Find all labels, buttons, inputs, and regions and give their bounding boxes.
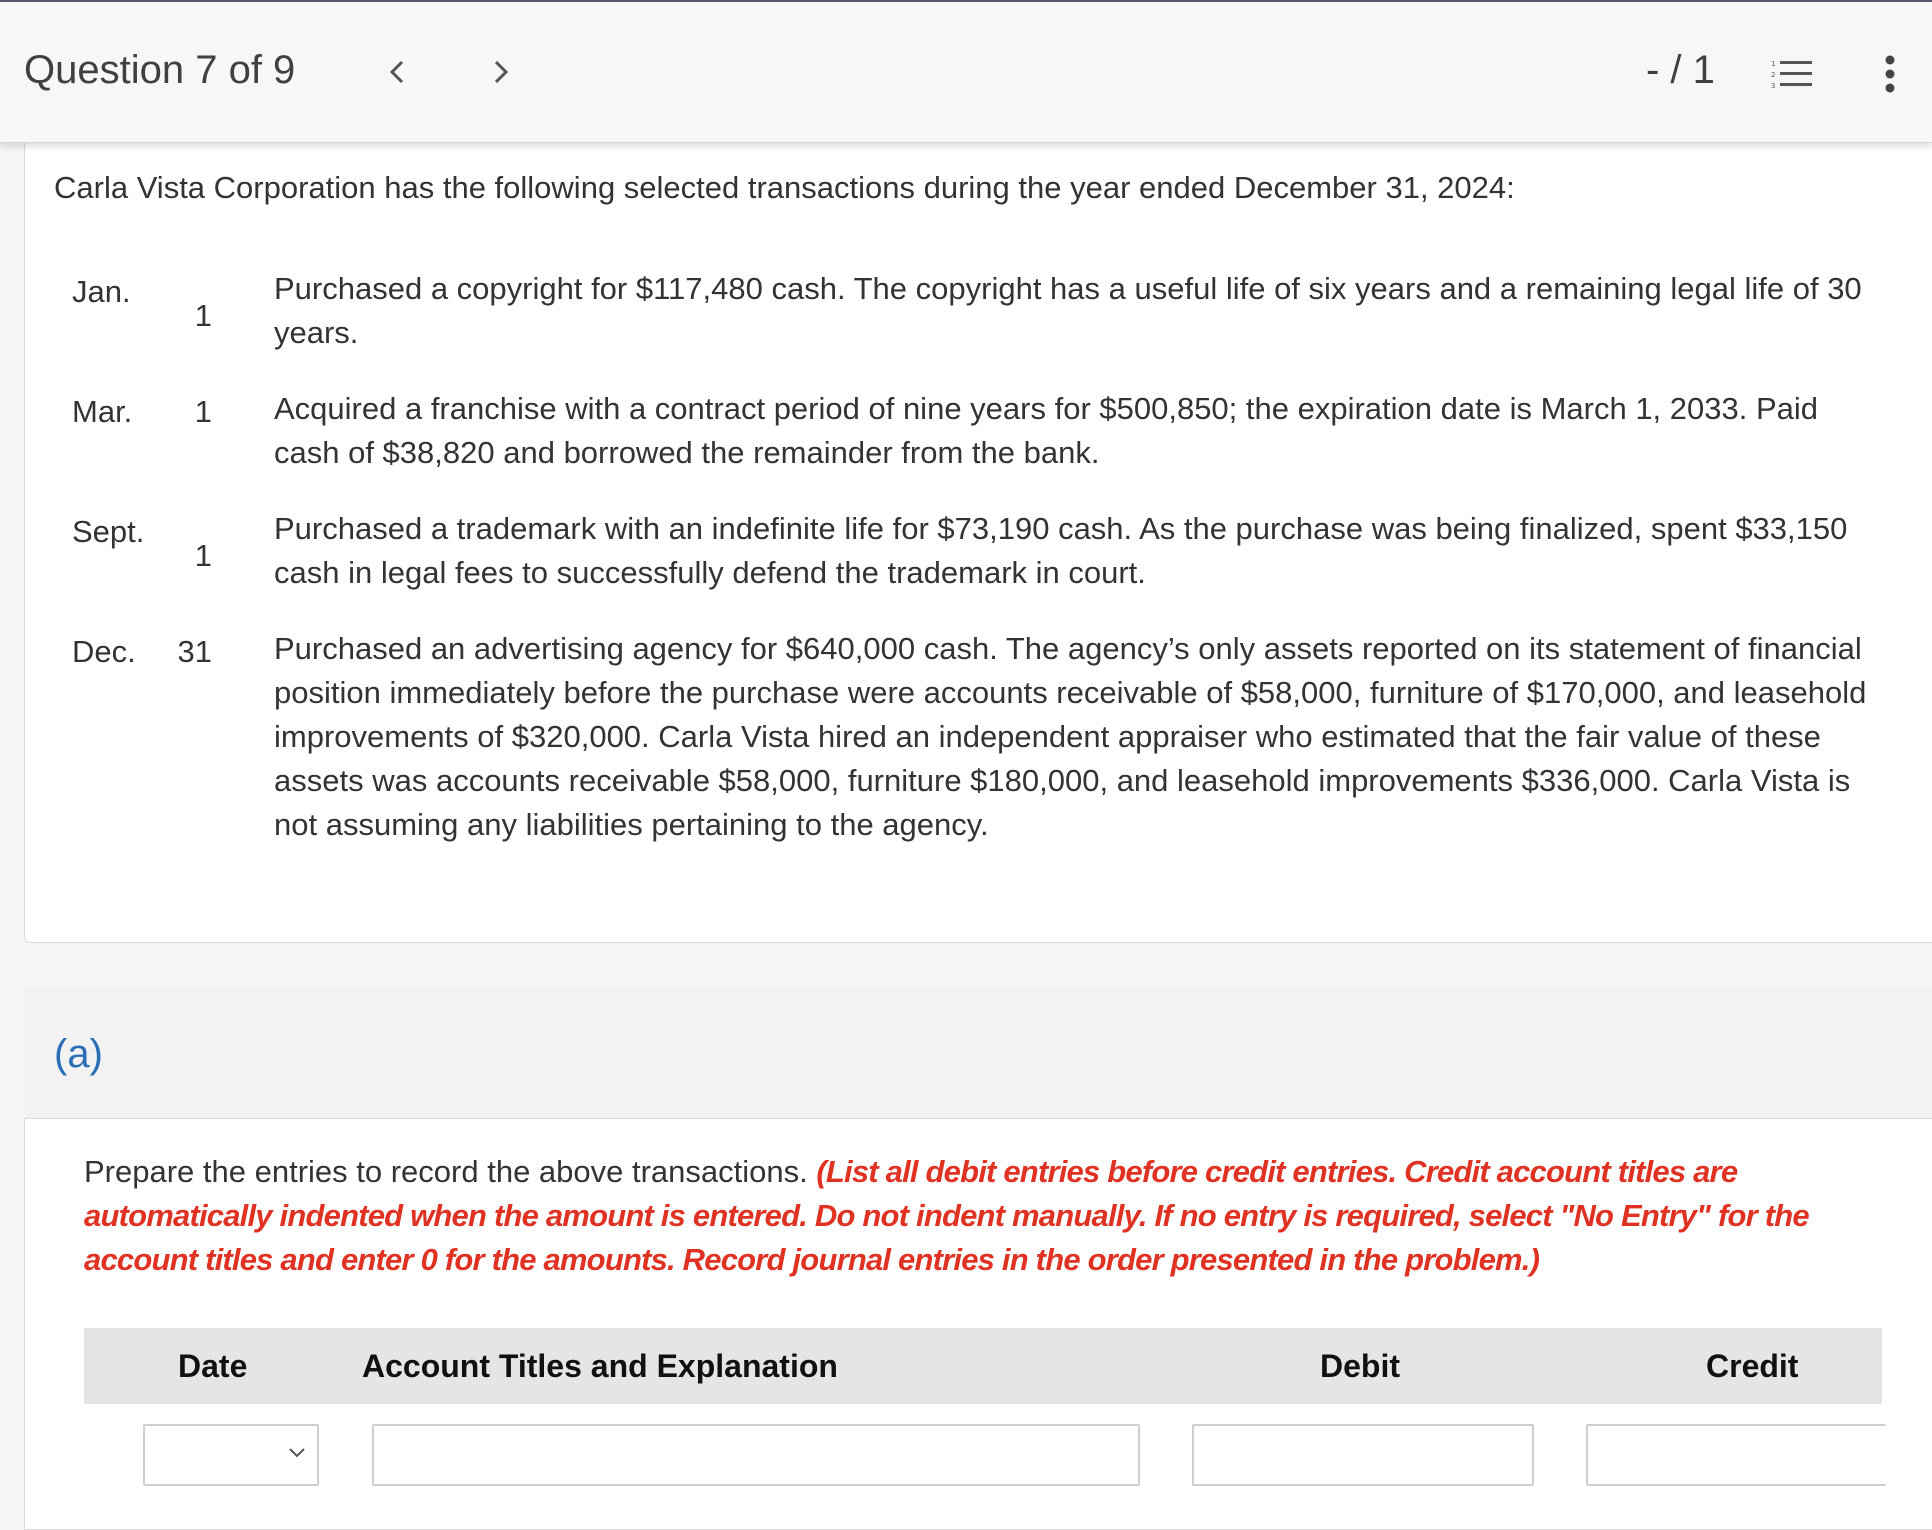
more-options-button[interactable] <box>1882 54 1898 94</box>
column-header-credit: Credit <box>1706 1348 1799 1384</box>
question-header <box>0 2 1932 143</box>
date-select[interactable] <box>143 1424 319 1486</box>
chevron-down-icon <box>287 1446 307 1460</box>
part-instructions <box>84 1150 1884 1282</box>
instruction-note: (List all debit entries before credit entries. Credit account titles are automatically indented when the amount is entered. Do not indent manually. If no entry is required, select "No Entry" for the account titles and enter 0 for the amounts. Record journal entries in the order presented in the problem.) <box>84 1154 1809 1277</box>
journal-table-header <box>84 1328 1882 1404</box>
transaction-day: 1 <box>194 298 212 333</box>
question-counter: Question 7 of 9 <box>24 48 296 92</box>
svg-text:2: 2 <box>1771 71 1776 79</box>
transaction-day: 31 <box>177 634 212 669</box>
vertical-ellipsis-icon <box>1882 54 1898 94</box>
part-header <box>24 988 1932 1119</box>
problem-intro: Carla Vista Corporation has the following selected transactions during the year ended December 31, 2024: <box>54 170 1515 205</box>
transaction-month: Jan. <box>72 274 131 309</box>
question-list-button[interactable] <box>1770 58 1814 92</box>
numbered-list-icon <box>1770 58 1814 92</box>
debit-input[interactable] <box>1192 1424 1534 1486</box>
column-header-account: Account Titles and Explanation <box>362 1348 838 1384</box>
transaction-month: Mar. <box>72 394 133 429</box>
next-question-button[interactable] <box>486 52 516 92</box>
transaction-month: Dec. <box>72 634 136 669</box>
credit-input[interactable] <box>1586 1424 1886 1486</box>
score-display: - / 1 <box>1646 48 1715 92</box>
transaction-day: 1 <box>194 538 212 573</box>
transaction-description: Purchased a copyright for $117,480 cash. The copyright has a useful life of six years and a remaining legal life of 30 years. <box>274 271 1862 350</box>
column-header-date: Date <box>178 1348 248 1384</box>
previous-question-button[interactable] <box>382 52 412 92</box>
chevron-right-icon <box>486 52 516 92</box>
transaction-description: Purchased an advertising agency for $640,000 cash. The agency’s only assets reported on its statement of financial position immediately before the purchase were accounts receivable of $58,000, furniture of $170,000, and leasehold improvements of $320,000. Carla Vista hired an independent appraiser who estimated that the fair value of these assets was accounts receivable $58,000, furniture $180,000, and leasehold improvements $336,000. Carla Vista is not assuming any liabilities pertaining to the agency. <box>274 631 1867 842</box>
chevron-left-icon <box>382 52 412 92</box>
transaction-day: 1 <box>194 394 212 429</box>
transaction-month: Sept. <box>72 514 145 549</box>
transaction-description: Purchased a trademark with an indefinite life for $73,190 cash. As the purchase was being finalized, spent $33,150 cash in legal fees to successfully defend the trademark in court. <box>274 511 1848 590</box>
part-label: (a) <box>54 1032 103 1076</box>
transaction-description: Acquired a franchise with a contract period of nine years for $500,850; the expiration date is March 1, 2033. Paid cash of $38,820 and borrowed the remainder from the bank. <box>274 391 1819 470</box>
svg-text:1: 1 <box>1771 60 1776 68</box>
instruction-text: Prepare the entries to record the above transactions. <box>84 1154 808 1189</box>
svg-text:3: 3 <box>1771 82 1776 90</box>
column-header-debit: Debit <box>1320 1348 1400 1384</box>
account-title-input[interactable] <box>372 1424 1140 1486</box>
